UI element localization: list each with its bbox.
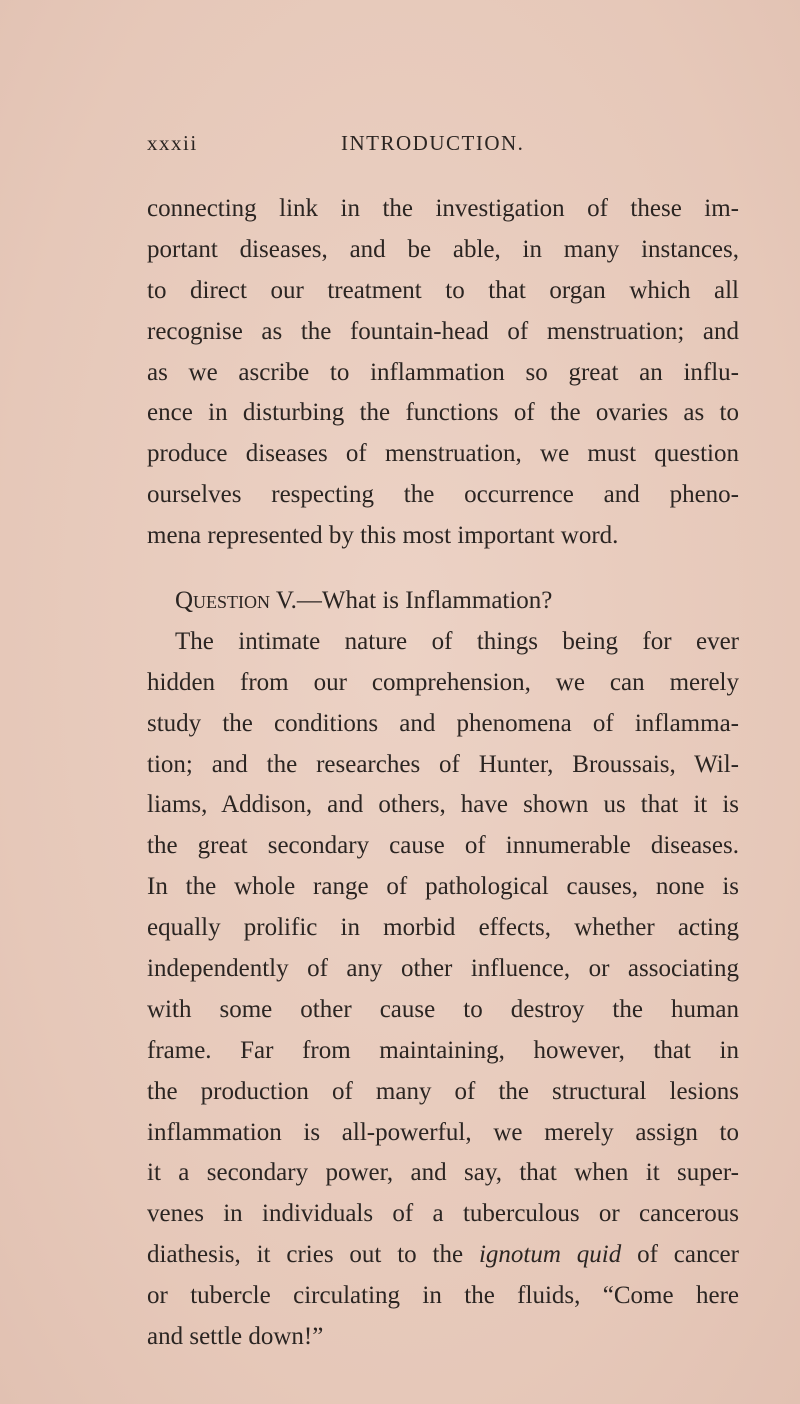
text-line: with some other cause to destroy the human — [147, 995, 739, 1023]
text-line: frame. Far from maintaining, however, that in — [147, 1036, 739, 1064]
text-line: ourselves respecting the occurrence and pheno- — [147, 481, 739, 509]
text-line-final: and settle down!” — [147, 1323, 324, 1351]
text-line: recognise as the fountain-head of menstruation; and — [147, 317, 739, 345]
body-text — [147, 189, 739, 1358]
line-segment: of cancer — [621, 1241, 739, 1269]
running-header — [147, 131, 739, 167]
paragraph-2 — [147, 622, 739, 1358]
question-text: V.—What is Inflammation? — [270, 587, 553, 615]
text-line: as we ascribe to inflammation so great an influ- — [147, 358, 739, 386]
text-line: independently of any other influence, or associating — [147, 955, 739, 983]
text-line: it a secondary power, and say, that when it super- — [147, 1159, 739, 1187]
latin-phrase: ignotum quid — [478, 1241, 622, 1269]
question-heading — [147, 581, 739, 622]
text-line-with-latin — [147, 1235, 739, 1276]
text-line: connecting link in the investigation of these im- — [147, 195, 739, 222]
text-line: or tubercle circulating in the fluids, “Come here — [147, 1282, 739, 1310]
text-line: the great secondary cause of innumerable diseases. — [147, 832, 739, 860]
text-line: liams, Addison, and others, have shown us that it is — [147, 791, 739, 819]
question-label: Question — [175, 587, 271, 615]
text-line: equally prolific in morbid effects, whether acting — [147, 914, 739, 942]
text-line: the production of many of the structural lesions — [147, 1077, 739, 1105]
paragraph-1 — [147, 189, 739, 557]
page-number: xxxii — [147, 131, 198, 155]
text-line: produce diseases of menstruation, we must question — [147, 440, 739, 468]
text-line: portant diseases, and be able, in many instances, — [147, 235, 739, 263]
text-line: hidden from our comprehension, we can merely — [147, 668, 739, 696]
paragraph-gap — [147, 557, 739, 581]
text-line: venes in individuals of a tuberculous or cancerous — [147, 1200, 739, 1228]
text-line: ence in disturbing the functions of the ovaries as to — [147, 399, 739, 427]
text-line: The intimate nature of things being for ever — [175, 627, 739, 655]
text-line: study the conditions and phenomena of inflamma- — [147, 709, 739, 737]
text-line: tion; and the researches of Hunter, Broussais, Wil- — [147, 750, 739, 778]
line-segment: diathesis, it cries out to the — [147, 1241, 479, 1269]
text-line: mena represented by this most important word. — [147, 522, 619, 550]
text-line: In the whole range of pathological causes, none is — [147, 873, 739, 901]
text-line: to direct our treatment to that organ which all — [147, 276, 739, 304]
running-title: INTRODUCTION. — [341, 131, 525, 155]
text-line: inflammation is all-powerful, we merely assign to — [147, 1118, 739, 1146]
